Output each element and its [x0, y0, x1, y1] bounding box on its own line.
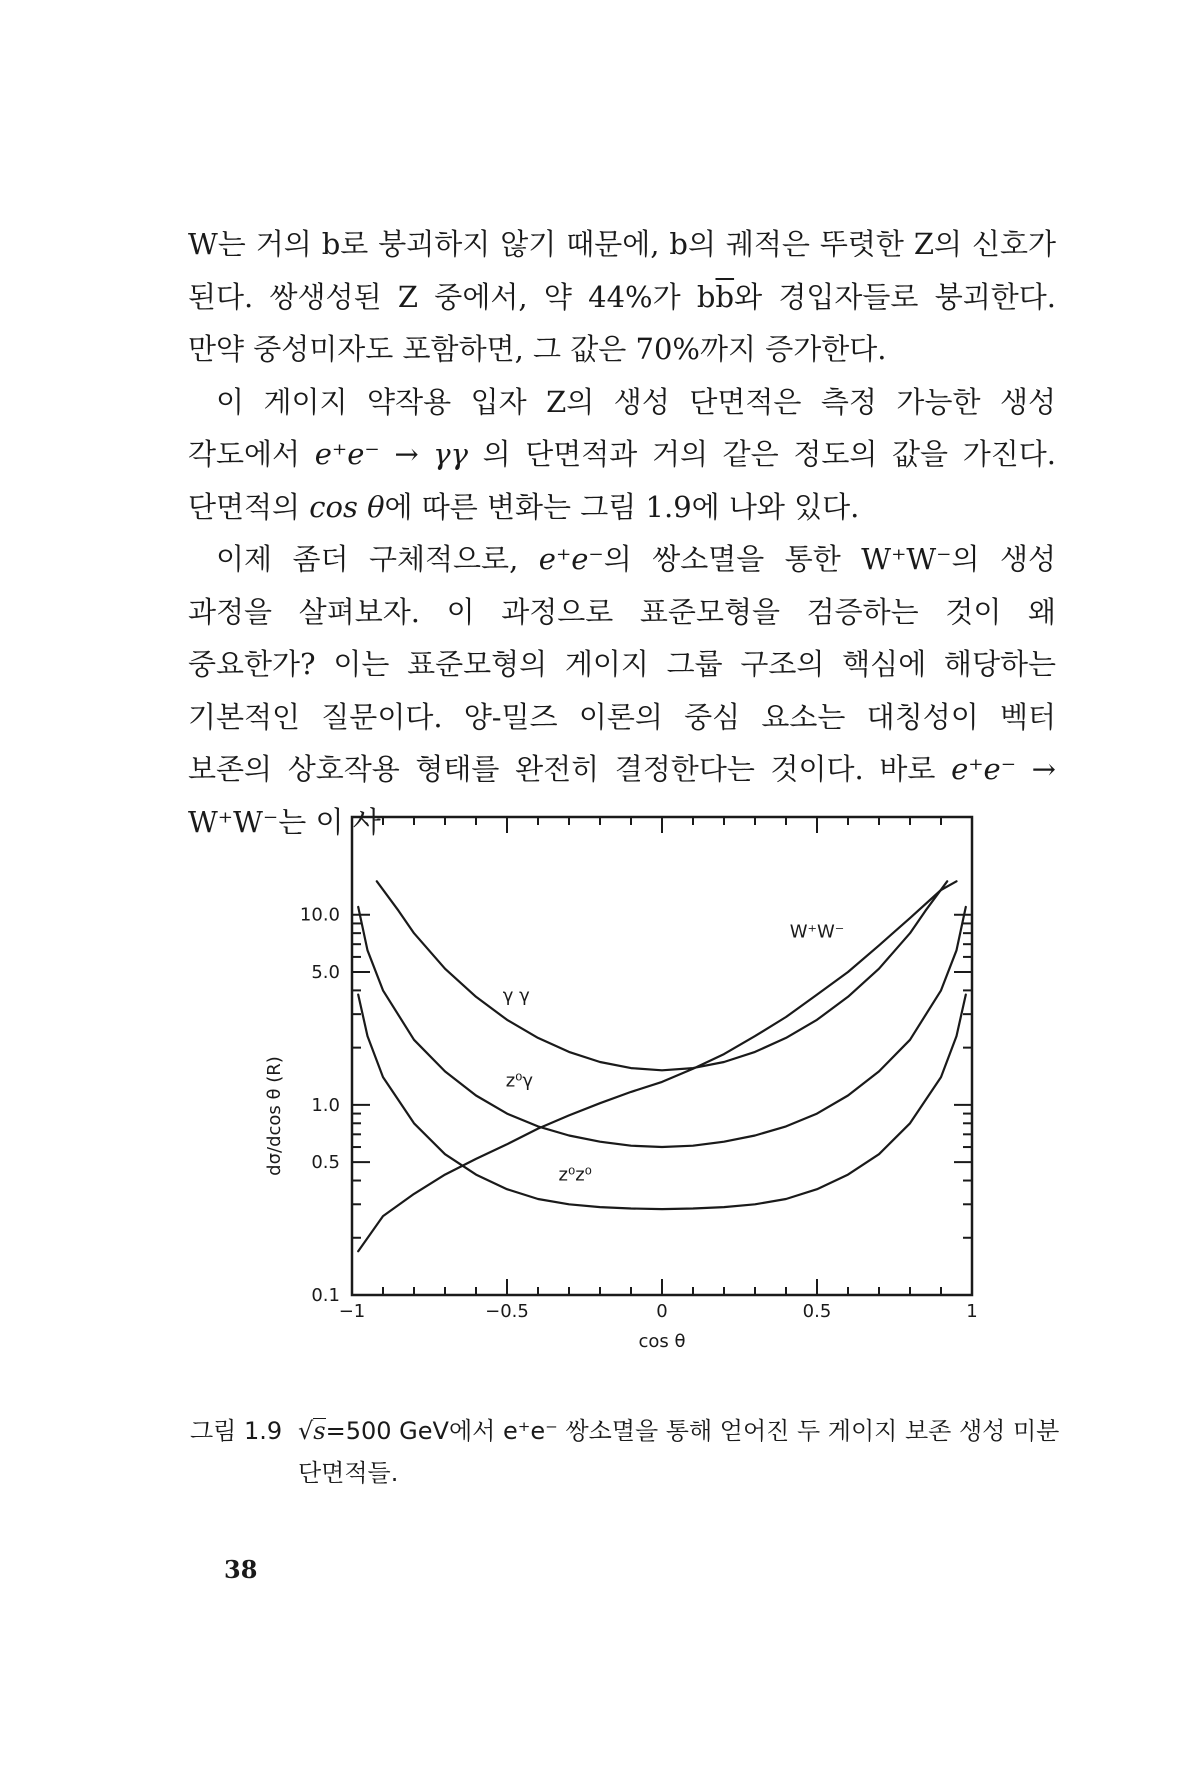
paragraph-2-text-a: 이 게이지 약작용 입자 Z의 생성 단면적은 측정 가능한 생성 각도에서	[188, 384, 1056, 471]
y-tick-label: 0.5	[311, 1152, 340, 1174]
x-tick-label: 1	[966, 1301, 978, 1322]
x-axis-title: cos θ	[638, 1331, 686, 1352]
curve-label-2: γ γ	[502, 985, 530, 1007]
y-tick-label: 0.1	[311, 1285, 340, 1306]
b-bar: $\overline{b}$	[715, 279, 735, 314]
body-text	[188, 218, 1056, 848]
cos-theta-inline: cos θ	[309, 489, 385, 524]
paragraph-1-text-a: W는 거의 b로 붕괴하지 않기 때문에, b의 궤적은 뚜렷한 Z의 신호가 된다. 쌍생성된 Z 중에서, 약 44%가 b	[188, 227, 1056, 314]
series-line-2	[377, 881, 947, 1070]
ee-pair-1: e⁺e⁻	[538, 542, 604, 576]
curve-label-1: W⁺W⁻	[789, 921, 845, 943]
y-axis-title: dσ/dcos θ (R)	[264, 1056, 285, 1176]
sqrt-symbol: √	[298, 1417, 314, 1445]
paragraph-2-text-c: 에 따른 변화는 그림 1.9에 나와 있다.	[384, 489, 860, 524]
y-tick-label: 1.0	[311, 1094, 340, 1116]
series-line-4	[358, 995, 966, 1210]
paragraph-3-text-c: → W⁺W⁻는 이 사	[188, 752, 1056, 839]
caption-row	[190, 1410, 1060, 1494]
chart-frame	[352, 817, 972, 1295]
paragraph-3-text-b: 의 쌍소멸을 통한 W⁺W⁻의 생성 과정을 살펴보자. 이 과정으로 표준모형을 검증하는 것이 왜 중요한가? 이는 표준모형의 게이지 그룹 구조의 핵심에 해당하는 기본적인 질문이다. 양-밀즈 이론의 중심 요소는 대칭성이 벡터 보존의 상호작용 형태를 완전히 결정한다는 것이다. 바로	[188, 542, 1057, 786]
figure-1-9	[200, 795, 1080, 1435]
x-tick-label: 0.5	[802, 1301, 832, 1322]
plot-area-border	[352, 817, 972, 1295]
paragraph-2-text-b: 의 단면적과 거의 같은 정도의 값을 가진다. 단면적의	[188, 437, 1056, 524]
caption-label: 그림 1.9	[190, 1417, 283, 1445]
paragraph-1	[188, 218, 1056, 376]
ee-pair-2: e⁺e⁻	[951, 752, 1017, 786]
figure-caption	[190, 1410, 1060, 1494]
paragraph-3-text-a: 이제 좀더 구체적으로,	[216, 542, 539, 576]
x-tick-label: −1	[338, 1301, 366, 1322]
y-tick-label: 5.0	[311, 961, 340, 983]
sqrt-s: s	[313, 1417, 326, 1445]
x-tick-label: 0	[656, 1301, 668, 1322]
series-line-1	[358, 881, 956, 1251]
curve-label-4: z⁰z⁰	[558, 1164, 592, 1186]
paragraph-2	[188, 376, 1056, 534]
caption-text: =500 GeV에서 e⁺e⁻ 쌍소멸을 통해 얻어진 두 게이지 보존 생성 미분 단면적들.	[298, 1417, 1060, 1487]
x-tick-label: −0.5	[485, 1301, 529, 1322]
caption-body	[298, 1410, 1060, 1494]
cross-section-chart	[200, 795, 1080, 1435]
series-line-3	[358, 907, 966, 1147]
reaction-ee-gammagamma: e⁺e⁻ → γγ	[314, 437, 468, 471]
y-tick-label: 10.0	[299, 904, 340, 926]
chart-series	[358, 881, 966, 1251]
page-number: 38	[224, 1555, 258, 1584]
paragraph-1-text-b: 와 경입자들로 붕괴한다. 만약 중성미자도 포함하면, 그 값은 70%까지 증가한다.	[188, 279, 1056, 366]
curve-label-3: z⁰γ	[505, 1070, 534, 1092]
